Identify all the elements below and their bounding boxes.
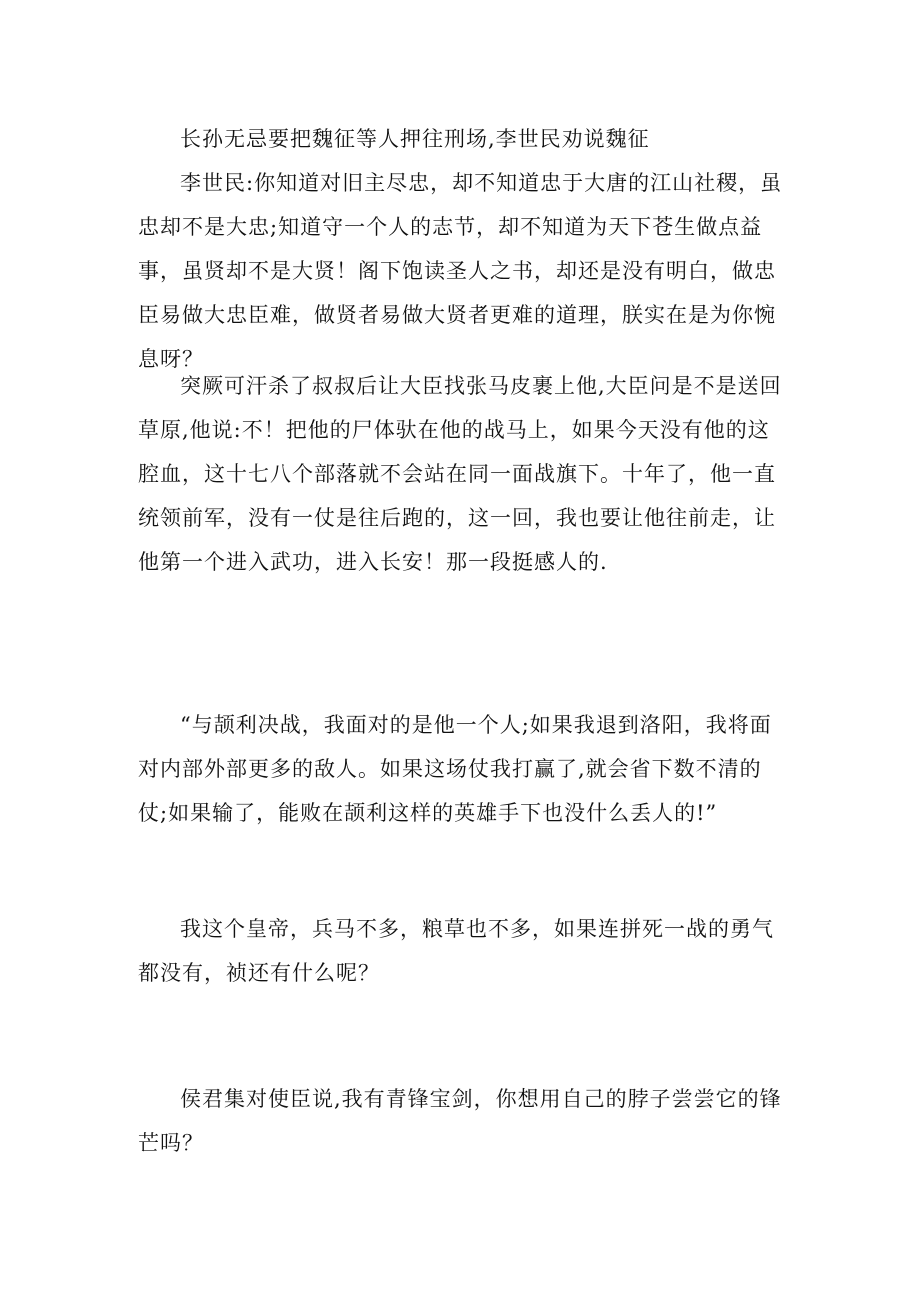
- section-heading: 长孙无忌要把魏征等人押往刑场,李世民劝说魏征: [180, 127, 650, 151]
- paragraph-emperor: 我这个皇帝，兵马不多，粮草也不多，如果连拼死一战的勇气都没有，祯还有什么呢？: [138, 917, 774, 985]
- paragraph-tujue-khan: 突厥可汗杀了叔叔后让大臣找张马皮裹上他,大臣问是不是送回草原,他说:不！把他的尸体驮在他的战马上，如果今天没有他的这腔血，这十七八个部落就不会站在同一面战旗下。十年了，他一直统领前军，没有一仗是往后跑的，这一回，我也要让他往前走，让他第一个进入武功，进入长安！那一段挺感人的.: [138, 374, 782, 574]
- paragraph-li-shimin: 李世民:你知道对旧主尽忠，却不知道忠于大唐的江山社稷，虽忠却不是大忠;知道守一个人的志节，却不知道为天下苍生做点益事，虽贤却不是大贤！阁下饱读圣人之书，却还是没有明白，做忠臣易做大忠臣难，做贤者易做大贤者更难的道理，朕实在是为你惋息呀？: [138, 171, 783, 371]
- paragraph-hou-junji: 侯君集对使臣说,我有青锋宝剑，你想用自己的脖子尝尝它的锋芒吗？: [138, 1087, 782, 1155]
- paragraph-decisive-battle: “与颉利决战，我面对的是他一个人;如果我退到洛阳，我将面对内部外部更多的敌人。如果这场仗我打赢了,就会省下数不清的仗;如果输了，能败在颉利这样的英雄手下也没什么丢人的!”: [138, 713, 772, 825]
